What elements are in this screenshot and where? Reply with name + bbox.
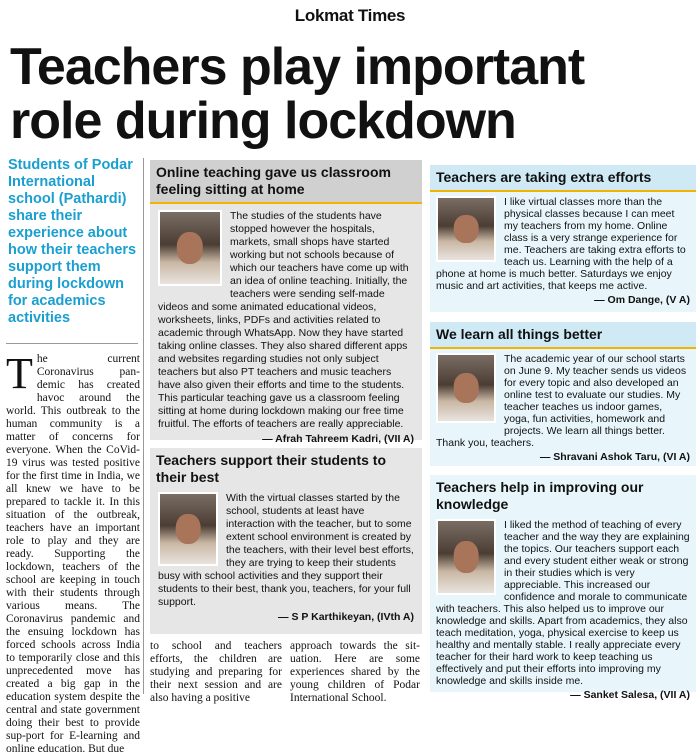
panel-shravani-signature: — Shravani Ashok Taru, (VI A) xyxy=(539,451,690,463)
panel-karthikeyan-title: Teachers support their students to their best xyxy=(156,452,386,485)
story-column-1 xyxy=(6,349,140,755)
face-shape xyxy=(454,215,479,242)
panel-afrah-title: Online teaching gave us classroom feeling sitting at home xyxy=(150,160,422,204)
panel-karthikeyan xyxy=(150,448,422,634)
face-shape xyxy=(177,232,203,264)
story-text-col3: approach towards the sit-uation. Here are some experiences shared by the young children of Podar International School. xyxy=(290,640,420,704)
headline-line-1: Teachers play important xyxy=(10,38,585,96)
face-shape xyxy=(176,514,201,545)
intro-blurb: Students of Podar International school (Pathardi) share their experience about how their teachers support them during lockdown for academics activities xyxy=(8,157,137,326)
headline xyxy=(10,40,695,148)
panel-afrah-text: The studies of the students have stopped however the hospitals, markets, small shops have started working but not schools because of which our teachers have come up with an idea of online teaching. Initially, the teachers were sending self-made videos and some animated educational videos, worksheets, links, PDFs and activities related to academic through WhatsApp. Now they have started taking online classes. They also shared different apps and websites regarding studies not only subject teachers but also PT teachers and music teachers have also given their efforts and time to the students. This particular teaching gave us a classroom feeling sitting at home during lockdown making our free time fruitful. The efforts of teachers are really appreciable. xyxy=(158,210,409,430)
panel-sanket-title: Teachers help in improving our knowledge xyxy=(436,479,644,512)
panel-om-signature: — Om Dange, (V A) xyxy=(594,294,690,306)
student-photo-karthikeyan xyxy=(158,492,218,566)
column-divider-left xyxy=(143,158,144,694)
panel-om xyxy=(430,165,696,312)
panel-sanket-body xyxy=(430,517,696,703)
dropcap: T xyxy=(6,349,33,398)
face-shape xyxy=(454,373,479,402)
panel-afrah xyxy=(150,160,422,445)
story-text-col1: he current Coronavirus pan-demic has created havoc around the world. This outbreak to the human community is a matter of concerns for everyone. When the CoVid-19 virus was tested positive for the first time in India, we all knew we have to be prepared to tackle it. In this situation of the outbreak, teachers have an important role to play and they are ready. Supporting the lockdown, teachers of the school are keeping in touch with their students through various means. The Coronavirus pandemic and the ensuing lockdown has forced schools across India to temporarily close and this unprecedented move has created a big gap in the education system despite the central and state government doing their best to provide sup-port for E-learning and online education. But due xyxy=(6,353,140,755)
story-column-2 xyxy=(150,640,282,704)
panel-shravani-title: We learn all things better xyxy=(430,322,696,349)
panel-afrah-body xyxy=(150,204,422,451)
panel-karthikeyan-signature: — S P Karthikeyan, (IVth A) xyxy=(278,611,414,623)
student-photo-om xyxy=(436,196,496,262)
panel-om-text: I like virtual classes more than the physical classes because I can meet my teachers from my home. Online class is a very strange experience for me. Teachers are taking extra efforts to teach us. Learning with the help of a phone at home is much better. Saturdays we enjoy music and art activities, that keeps me active. xyxy=(436,196,686,292)
student-photo-shravani xyxy=(436,353,496,423)
headline-line-2: role during lockdown xyxy=(10,92,516,150)
panel-karthikeyan-text: With the virtual classes started by the school, students at least have interaction with the teacher, but to some extent school environment is created by the teachers, with their level best efforts, they are trying to keep their students busy with school activities and they support their students to their best, thank you, teachers, for your full support. xyxy=(158,492,414,608)
panel-karthikeyan-body xyxy=(150,490,422,625)
panel-sanket-signature: — Sanket Salesa, (VII A) xyxy=(570,689,690,701)
student-photo-afrah xyxy=(158,210,222,286)
panel-afrah-signature: — Afrah Tahreem Kadri, (VII A) xyxy=(262,433,414,445)
panel-shravani xyxy=(430,322,696,466)
story-column-3 xyxy=(290,640,420,704)
panel-sanket-text: I liked the method of teaching of every teacher and the way they are explaining the topics. Our teachers support each and every student either weak or strong in their studies which is very appreciable. This increased our confidence and morale to communicate with teachers. This also helped us to improve our knowledge and skills. Apart from academics, they also teach meditation, yoga, physical exercise to keep us healthy and mentally stable. I really appreciate every teacher for their hard work to keep teaching us effectively and put their efforts into improving my knowledge and skills inside me. xyxy=(436,519,690,687)
story-text-col2: to school and teachers efforts, the children are studying and preparing for their next session and are also having a positive xyxy=(150,640,282,704)
panel-shravani-text: The academic year of our school starts on June 9. My teacher sends us videos for every topic and also developed an online test to evaluate our studies. My teacher teaches us indoor games, yoga, fun activities, homework and projects. We learn all things better. Thank you, teachers. xyxy=(436,353,687,449)
panel-sanket xyxy=(430,475,696,701)
masthead: Lokmat Times xyxy=(294,6,406,25)
intro-divider xyxy=(6,343,138,344)
story-paragraph xyxy=(6,349,140,756)
panel-om-title: Teachers are taking extra efforts xyxy=(430,165,696,192)
student-photo-sanket xyxy=(436,519,496,595)
panel-shravani-body xyxy=(430,349,696,467)
face-shape xyxy=(454,541,479,573)
panel-om-body xyxy=(430,192,696,310)
